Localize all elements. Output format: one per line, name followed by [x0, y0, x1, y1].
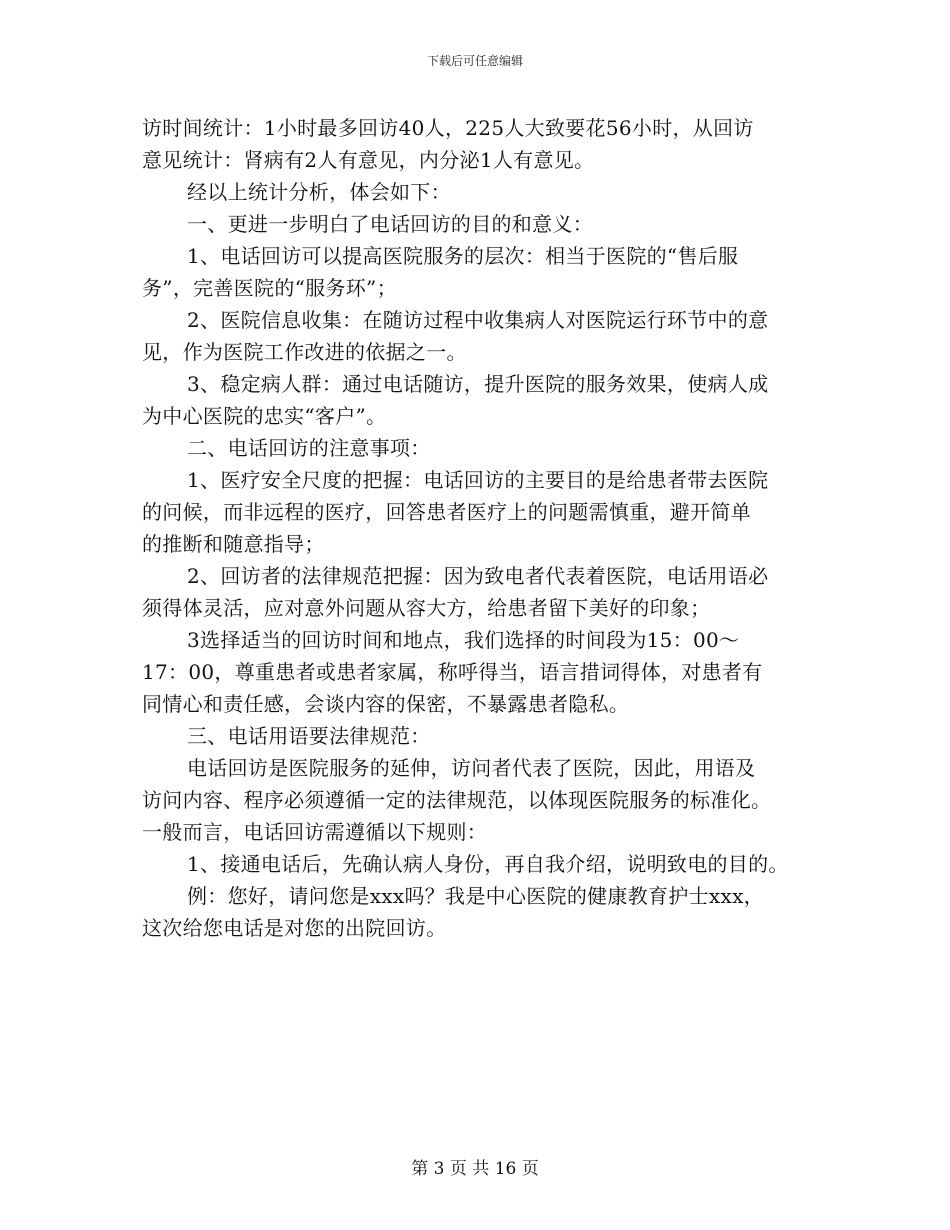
text-line: 17：00，尊重患者或患者家属，称呼得当，语言措词得体，对患者有 [142, 660, 763, 684]
text-line: 访问内容、程序必须遵循一定的法律规范，以体现医院服务的标准化。 [142, 788, 772, 812]
text-line: 的问候，而非远程的医疗，回答患者医疗上的问题需慎重，避开简单 [142, 500, 751, 524]
section-heading: 一、更进一步明白了电话回访的目的和意义： [187, 212, 593, 236]
page-footer: 第 3 页 共 16 页 [411, 1159, 539, 1179]
text-line: 1、医疗安全尺度的把握：电话回访的主要目的是给患者带去医院 [187, 468, 769, 492]
text-line: 3、稳定病人群：通过电话随访，提升医院的服务效果，使病人成 [187, 372, 769, 396]
text-line: 2、医院信息收集：在随访过程中收集病人对医院运行环节中的意 [187, 308, 769, 332]
text-line: 务”，完善医院的“服务环”； [142, 276, 397, 300]
text-line: 为中心医院的忠实“客户”。 [142, 404, 387, 428]
text-line: 须得体灵活，应对意外问题从容大方，给患者留下美好的印象； [142, 596, 711, 620]
text-line: 3选择适当的回访时间和地点，我们选择的时间段为15：00～ [187, 628, 740, 652]
text-line: 同情心和责任感，会谈内容的保密，不暴露患者隐私。 [142, 692, 630, 716]
text-line: 意见统计：肾病有2人有意见，内分泌1人有意见。 [142, 148, 595, 172]
text-line: 访时间统计：1小时最多回访40人，225人大致要花56小时，从回访 [142, 116, 754, 140]
text-line: 经以上统计分析，体会如下： [187, 180, 451, 204]
text-line: 的推断和随意指导； [142, 532, 325, 556]
text-line: 例：您好，请问您是xxx吗？我是中心医院的健康教育护士xxx， [187, 884, 764, 908]
text-line: 1、电话回访可以提高医院服务的层次：相当于医院的“售后服 [187, 244, 739, 268]
page-header: 下载后可任意编辑 [426, 54, 523, 68]
section-heading: 三、电话用语要法律规范： [187, 724, 431, 748]
text-line: 见，作为医院工作改进的依据之一。 [142, 340, 467, 364]
text-line: 2、回访者的法律规范把握：因为致电者代表着医院，电话用语必 [187, 564, 769, 588]
text-line: 电话回访是医院服务的延伸，访问者代表了医院，因此，用语及 [187, 756, 756, 780]
document-body [142, 112, 822, 944]
text-line: 一般而言，电话回访需遵循以下规则： [142, 820, 488, 844]
text-line: 1、接通电话后，先确认病人身份，再自我介绍，说明致电的目的。 [187, 852, 789, 876]
text-line: 这次给您电话是对您的出院回访。 [142, 916, 447, 940]
section-heading: 二、电话回访的注意事项： [187, 436, 431, 460]
